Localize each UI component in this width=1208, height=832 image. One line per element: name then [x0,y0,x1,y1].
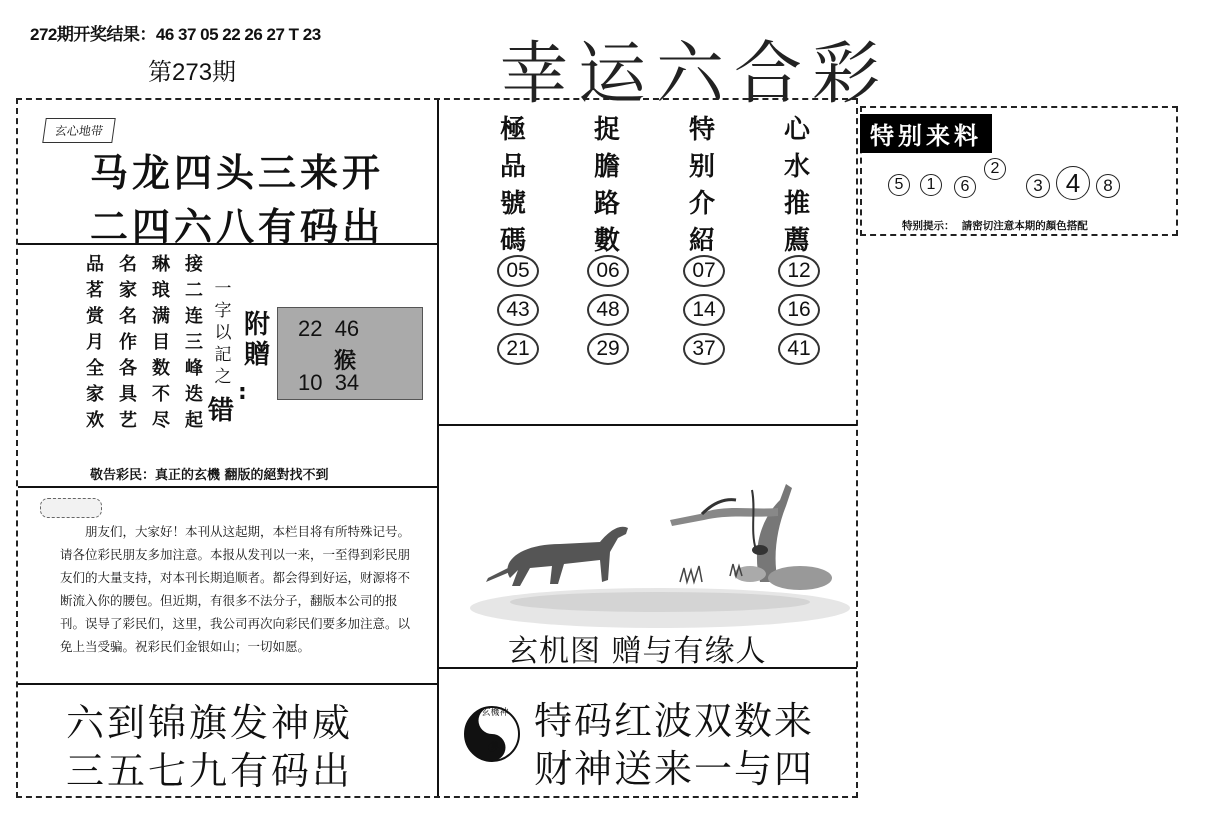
section-tag: 玄心地带 [42,118,116,143]
special-number: 4 [1056,166,1090,200]
picture-caption: 玄机图 赠与有缘人 [508,634,767,669]
bottom-slogan-2: 三五七九有码出 [66,749,354,793]
number-ball: 48 [587,294,629,326]
number-ball: 16 [778,294,820,326]
number-ball: 41 [778,333,820,365]
divider-mid-1 [439,424,857,426]
slogan-line-1: 马龙四头三来开 [90,150,385,195]
gift-numbers-top: 22 46 [298,316,360,341]
column-heading-2: 捉膽路數 [593,115,620,256]
column-heading-1: 極品號碼 [499,115,526,256]
notice-tag [40,498,102,518]
number-ball: 05 [497,255,539,287]
page-title: 幸运六合彩 [500,35,891,114]
poem-column-1: 品茗赏月全家欢 [86,254,104,431]
special-number: 2 [984,158,1006,180]
number-ball: 21 [497,333,539,365]
taiji-badge-text: 玄機神算 [481,708,509,752]
last-draw-result: 272期开奖结果：46 37 05 22 26 27 T 23 [30,25,321,44]
number-ball: 07 [683,255,725,287]
number-ball: 14 [683,294,725,326]
number-ball: 37 [683,333,725,365]
special-number: 5 [888,174,910,196]
poem-side-text: 一字以記之 [214,279,232,387]
number-ball: 06 [587,255,629,287]
special-number: 3 [1026,174,1050,198]
poem-side-text-2: 错 [208,396,235,426]
number-ball: 43 [497,294,539,326]
issue-number: 第273期 [148,59,237,86]
notice-text: 朋友们，大家好！本刊从这起期，本栏目将有所特殊记号。请各位彩民朋友多加注意。本报从发刊以一来，一至得到彩民朋友们的大量支持，对本刊长期追顺者。都会得到好运，财源将不断流入你的腰包。但近期，有很多不法分子，翻版本公司的报刊。误导了彩民们，这里，我公司再次向彩民们要多加注意。以免上当受骗。祝彩民们金银如山；一切如愿。 [60,524,411,654]
gift-numbers-bottom: 10 34 [298,370,360,395]
bottom-mid-line-1: 特码红波双数来 [534,699,815,743]
column-heading-3: 特别介紹 [688,115,715,256]
special-numbers [888,158,1148,202]
special-tip: 特别提示： 請密切注意本期的顏色搭配 [902,220,1088,232]
number-ball: 29 [587,333,629,365]
gift-box [277,307,423,400]
column-heading-4: 心水推薦 [783,115,810,256]
poem-column-3: 琳琅满目数不尽 [152,254,170,431]
divider-left-3 [18,683,438,685]
special-number: 8 [1096,174,1120,198]
mystery-picture [460,470,850,630]
gift-label: 附贈 [244,310,271,370]
gift-label-colon: : [238,380,247,405]
divider-vertical [437,100,439,796]
special-title: 特别来料 [860,114,992,153]
gift-zodiac: 猴 [334,349,357,374]
slogan-line-2: 二四六八有码出 [90,204,385,249]
poem-column-2: 名家名作各具艺 [119,254,137,431]
special-number: 6 [954,176,976,198]
bottom-slogan-1: 六到锦旗发神威 [66,701,354,745]
warning-text: 敬告彩民：真正的玄機 翻版的絕對找不到 [90,468,329,483]
divider-left-2 [18,486,438,488]
poem-column-4: 接二连三峰迭起 [185,254,203,431]
bottom-mid-line-2: 财神送来一与四 [534,747,815,791]
special-number: 1 [920,174,942,196]
number-ball: 12 [778,255,820,287]
